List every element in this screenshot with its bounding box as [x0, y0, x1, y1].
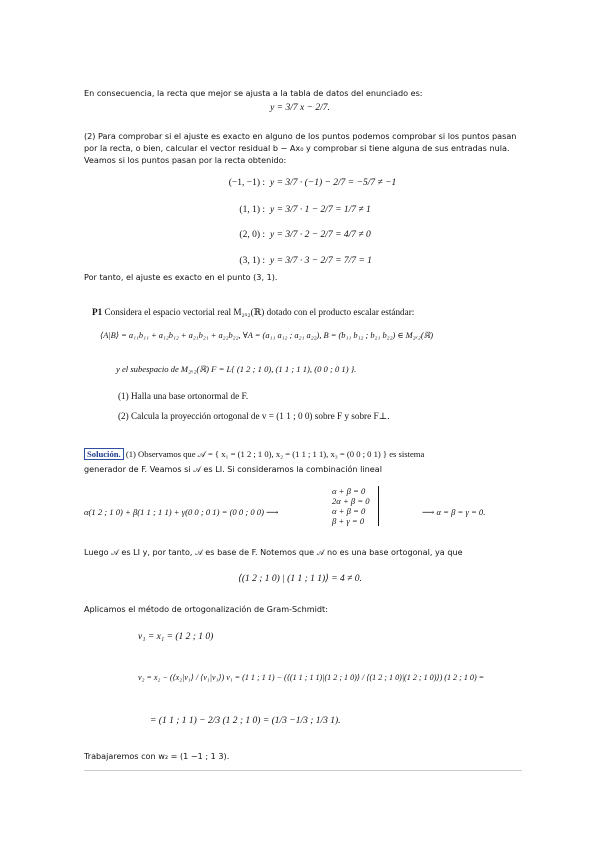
solution-label: Solución. — [84, 448, 124, 460]
task-2: (2) Calcula la proyección ortogonal de v = (1 1 ; 0 0) sobre F y sobre F⊥. — [118, 411, 390, 421]
solution-text-1: (1) Observamos que 𝒜 = { x₁ = (1 2 ; 1 0), x₂ = (1 1 ; 1 1), x₃ = (0 0 ; 0 1) } es sistema — [125, 449, 425, 459]
linear-independence-result: ⟶ α = β = γ = 0. — [422, 507, 486, 517]
check-point-2: (1, 1) : — [239, 205, 265, 215]
system-eq-1: α + β = 0 — [332, 486, 366, 496]
inner-product-definition: ⟨A|B⟩ = a₁₁b₁₁ + a₁₂b₁₂ + a₂₁b₂₁ + a₂₂b₂₂, ∀A = (a₁₁ a₁₂ ; a₂₁ a₂₂), B = (b₁₁ b₁₂ ; b₂₁ b₂₂) ∈ M₂ₓ₂(ℝ) — [100, 331, 434, 340]
paragraph-check-l1: (2) Para comprobar si el ajuste es exacto en alguno de los puntos podemos comprobar si los puntos pasan — [84, 131, 517, 141]
linear-system — [332, 486, 379, 526]
linear-combination: α(1 2 ; 1 0) + β(1 1 ; 1 1) + γ(0 0 ; 0 1) = (0 0 ; 0 0) ⟶ — [84, 507, 279, 517]
regression-line-equation: y = 3/7 x − 2/7. — [270, 103, 330, 113]
gram-schmidt-v2-step2: = (1 1 ; 1 1) − 2/3 (1 2 ; 1 0) = (1/3 −1/3 ; 1/3 1). — [150, 716, 341, 726]
paragraph-gram-schmidt: Aplicamos el método de ortogonalización de Gram-Schmidt: — [84, 604, 328, 614]
solution-line-2: generador de F. Veamos si 𝒜 es LI. Si consideramos la combinación lineal — [84, 464, 382, 474]
check-expr-1: y = 3/7 · (−1) − 2/7 = −5/7 ≠ −1 — [270, 178, 397, 188]
paragraph-conclusion: Por tanto, el ajuste es exacto en el punto (3, 1). — [84, 272, 278, 282]
check-point-1: (−1, −1) : — [228, 178, 265, 188]
non-orthogonal-product: ⟨(1 2 ; 1 0) | (1 1 ; 1 1)⟩ = 4 ≠ 0. — [238, 574, 362, 584]
system-eq-3: α + β = 0 — [332, 506, 366, 516]
check-point-3: (2, 0) : — [239, 230, 265, 240]
page-footer-rule — [84, 770, 522, 771]
solution-line-1 — [84, 449, 424, 460]
problem-line-1: Considera el espacio vectorial real M₂ₓ₂(ℝ) dotado con el producto escalar estándar: — [104, 307, 415, 317]
check-expr-4: y = 3/7 · 3 − 2/7 = 7/7 = 1 — [270, 256, 372, 266]
task-1: (1) Halla una base ortonormal de F. — [118, 391, 249, 401]
paragraph-basis: Luego 𝒜 es LI y, por tanto, 𝒜 es base de F. Notemos que 𝒜 no es una base ortogonal, ya que — [84, 547, 463, 557]
paragraph-check-l2: por la recta, o bien, calcular el vector residual b − Ax₀ y comprobar si tiene alguna de sus entradas nula. — [84, 143, 510, 153]
gram-schmidt-v1: v₁ = x₁ = (1 2 ; 1 0) — [138, 632, 214, 642]
paragraph-check-l3: Veamos si los puntos pasan por la recta obtenido: — [84, 155, 287, 165]
paragraph-intro: En consecuencia, la recta que mejor se ajusta a la tabla de datos del enunciado es: — [84, 88, 423, 98]
check-point-4: (3, 1) : — [239, 256, 265, 266]
check-expr-2: y = 3/7 · 1 − 2/7 = 1/7 ≠ 1 — [270, 205, 371, 215]
gram-schmidt-v2-step1: v₂ = x₂ − (⟨x₂|v₁⟩ / ⟨v₁|v₁⟩) v₁ = (1 1 ; 1 1) − (⟨(1 1 ; 1 1)|(1 2 ; 1 0)⟩ / ⟨(1 2 ; 1 0)|(1 2 ; 1 0)⟩) (1 2 ; 1 0) = — [138, 673, 485, 682]
system-eq-4: β + γ = 0 — [332, 516, 365, 526]
system-eq-2: 2α + β = 0 — [332, 496, 370, 506]
paragraph-w2: Trabajaremos con w₂ = (1 −1 ; 1 3). — [84, 751, 230, 761]
subspace-definition: y el subespacio de M₂ₓ₂(ℝ) F = L{ (1 2 ; 1 0), (1 1 ; 1 1), (0 0 ; 0 1) }. — [116, 364, 357, 374]
check-expr-3: y = 3/7 · 2 − 2/7 = 4/7 ≠ 0 — [270, 230, 371, 240]
problem-statement — [92, 307, 414, 317]
problem-label: P1 — [92, 307, 103, 317]
